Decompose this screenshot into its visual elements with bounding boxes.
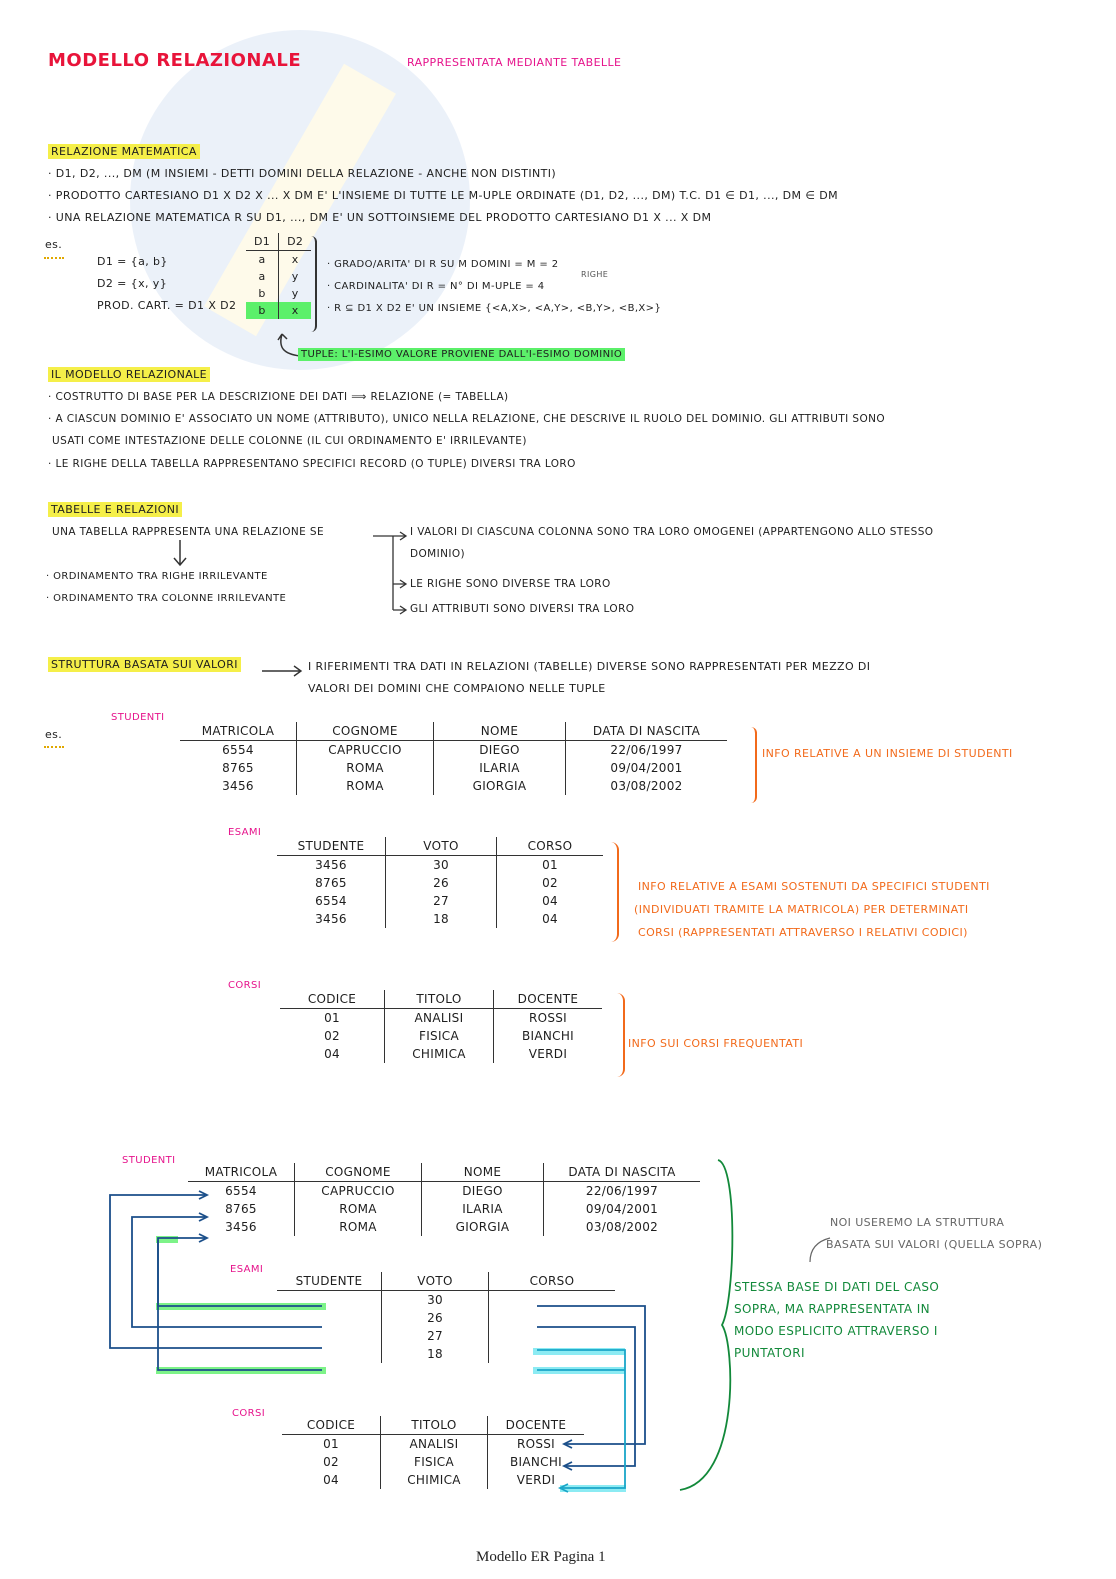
tabelle-intro: UNA TABELLA RAPPRESENTA UNA RELAZIONE SE [52, 526, 325, 538]
highlight-bar [156, 1236, 178, 1243]
text-line: · PRODOTTO CARTESIANO D1 X D2 X ... X DM E' L'INSIEME DI TUTTE LE M-UPLE ORDINATE (D1, D2, ..., DM) T.C. D1 ∈ D1, ..., DM ∈ DM [48, 189, 838, 202]
column-header: VOTO [382, 1272, 489, 1291]
tuple-note: TUPLE: L'I-ESIMO VALORE PROVIENE DALL'I-ESIMO DOMINIO [298, 349, 625, 360]
page-title: MODELLO RELAZIONALE [48, 50, 302, 71]
column-header: CODICE [282, 1416, 381, 1435]
column-header: NOME [434, 722, 566, 741]
table-row: 18 [277, 1345, 615, 1363]
column-header: STUDENTE [277, 837, 386, 856]
column-header: TITOLO [385, 990, 494, 1009]
section-heading-tabelle-relazioni: TABELLE E RELAZIONI [48, 503, 182, 516]
text-line: · LE RIGHE DELLA TABELLA RAPPRESENTANO SPECIFICI RECORD (O TUPLE) DIVERSI TRA LORO [48, 458, 576, 470]
text-line: · UNA RELAZIONE MATEMATICA R SU D1, ..., DM E' UN SOTTOINSIEME DEL PRODOTTO CARTESIANO D1 X ... X DM [48, 211, 712, 224]
table-row: a x [246, 251, 311, 269]
column-header: DATA DI NASCITA [566, 722, 728, 741]
column-header: D2 [279, 233, 312, 251]
text-line: · COSTRUTTO DI BASE PER LA DESCRIZIONE DEI DATI ⟹ RELAZIONE (= TABELLA) [48, 391, 509, 403]
condition-text: DOMINIO) [410, 548, 466, 560]
column-header: TITOLO [381, 1416, 488, 1435]
column-header: MATRICOLA [180, 722, 297, 741]
column-header: DOCENTE [494, 990, 603, 1009]
condition-text: I VALORI DI CIASCUNA COLONNA SONO TRA LORO OMOGENEI (APPARTENGONO ALLO STESSO [410, 526, 934, 538]
brace [680, 1160, 732, 1490]
studenti-note: INFO RELATIVE A UN INSIEME DI STUDENTI [762, 747, 1013, 760]
table-row: 02 FISICA BIANCHI [282, 1453, 584, 1471]
green-note: MODO ESPLICITO ATTRAVERSO I [734, 1324, 938, 1338]
text-line: USATI COME INTESTAZIONE DELLE COLONNE (IL CUI ORDINAMENTO E' IRRILEVANTE) [52, 435, 527, 447]
section-heading-struttura-valori: STRUTTURA BASATA SUI VALORI [48, 658, 241, 671]
column-header: CORSO [489, 1272, 616, 1291]
column-header: STUDENTE [277, 1272, 382, 1291]
note-righe: RIGHE [581, 270, 609, 279]
column-header: DOCENTE [488, 1416, 585, 1435]
highlight-bar [533, 1348, 625, 1355]
table-row: 6554 CAPRUCCIO DIEGO 22/06/1997 [188, 1182, 700, 1201]
section-heading-relazione-matematica: RELAZIONE MATEMATICA [48, 145, 200, 158]
table-row: 3456 ROMA GIORGIA 03/08/2002 [188, 1218, 700, 1236]
gray-note: BASATA SUI VALORI (QUELLA SOPRA) [826, 1238, 1043, 1251]
esami-note: INFO RELATIVE A ESAMI SOSTENUTI DA SPECIFICI STUDENTI [638, 880, 990, 893]
green-note: SOPRA, MA RAPPRESENTATA IN [734, 1302, 931, 1316]
table-label-esami: ESAMI [230, 1264, 264, 1275]
note-grado: · GRADO/ARITA' DI R SU M DOMINI = M = 2 [327, 259, 559, 270]
column-header: DATA DI NASCITA [544, 1163, 701, 1182]
note-cardinalita: · CARDINALITA' DI R = N° DI M-UPLE = 4 [327, 281, 545, 292]
text-line: · D1, D2, ..., DM (M INSIEMI - DETTI DOMINI DELLA RELAZIONE - ANCHE NON DISTINTI) [48, 167, 557, 180]
note-sottoinsieme: · R ⊆ D1 X D2 E' UN INSIEME {<A,X>, <A,Y>, <B,Y>, <B,X>} [327, 303, 662, 314]
table-label-corsi: CORSI [228, 980, 262, 991]
column-header: CORSO [497, 837, 604, 856]
section-heading-modello-relazionale: IL MODELLO RELAZIONALE [48, 368, 210, 381]
struttura-desc: VALORI DEI DOMINI CHE COMPAIONO NELLE TUPLE [308, 682, 606, 695]
table-row: 3456 30 01 [277, 856, 603, 875]
domain-def: PROD. CART. = D1 X D2 [97, 299, 237, 312]
table-label-esami: ESAMI [228, 827, 262, 838]
table-row: 04 CHIMICA VERDI [282, 1471, 584, 1489]
text-line: · A CIASCUN DOMINIO E' ASSOCIATO UN NOME (ATTRIBUTO), UNICO NELLA RELAZIONE, CHE DESCRIVE IL RUOLO DEL DOMINIO. GLI ATTRIBUTI SONO [48, 413, 886, 425]
struttura-desc: I RIFERIMENTI TRA DATI IN RELAZIONI (TABELLE) DIVERSE SONO RAPPRESENTATI PER MEZZO DI [308, 660, 871, 673]
esami-note: CORSI (RAPPRESENTATI ATTRAVERSO I RELATIVI CODICI) [638, 926, 968, 939]
gray-note: NOI USEREMO LA STRUTTURA [830, 1216, 1005, 1229]
column-header: D1 [246, 233, 279, 251]
table-row: a y [246, 268, 311, 285]
table-row: 8765 ROMA ILARIA 09/04/2001 [180, 759, 727, 777]
domain-def: D2 = {x, y} [97, 277, 168, 290]
table-row-highlighted: b x [246, 302, 311, 319]
table-row: 27 [277, 1327, 615, 1345]
table-label-studenti: STUDENTI [111, 712, 165, 723]
table-row: 26 [277, 1309, 615, 1327]
table-row: 02 FISICA BIANCHI [280, 1027, 602, 1045]
left-note: · ORDINAMENTO TRA RIGHE IRRILEVANTE [46, 571, 268, 582]
example-label: es. [45, 728, 63, 741]
green-note: STESSA BASE DI DATI DEL CASO [734, 1280, 940, 1294]
page-subtitle: RAPPRESENTATA MEDIANTE TABELLE [407, 56, 622, 69]
table-row: 3456 ROMA GIORGIA 03/08/2002 [180, 777, 727, 795]
page-footer: Modello ER Pagina 1 [476, 1549, 606, 1565]
corsi-note: INFO SUI CORSI FREQUENTATI [628, 1037, 804, 1050]
esami-note: (INDIVIDUATI TRAMITE LA MATRICOLA) PER DETERMINATI [634, 903, 969, 916]
example-label: es. [45, 238, 63, 251]
table-row: 04 CHIMICA VERDI [280, 1045, 602, 1063]
column-header: COGNOME [295, 1163, 422, 1182]
table-label-studenti: STUDENTI [122, 1155, 176, 1166]
condition-text: GLI ATTRIBUTI SONO DIVERSI TRA LORO [410, 603, 635, 615]
table-row: 01 ANALISI ROSSI [280, 1009, 602, 1028]
column-header: COGNOME [297, 722, 434, 741]
column-header: MATRICOLA [188, 1163, 295, 1182]
table-label-corsi: CORSI [232, 1408, 266, 1419]
column-header: VOTO [386, 837, 497, 856]
table-row: 6554 CAPRUCCIO DIEGO 22/06/1997 [180, 741, 727, 760]
column-header: NOME [422, 1163, 544, 1182]
table-row: 01 ANALISI ROSSI [282, 1435, 584, 1454]
table-row: b y [246, 285, 311, 302]
condition-text: LE RIGHE SONO DIVERSE TRA LORO [410, 578, 611, 590]
table-row: 6554 27 04 [277, 892, 603, 910]
table-row: 8765 26 02 [277, 874, 603, 892]
table-row: 30 [277, 1291, 615, 1310]
table-row: 3456 18 04 [277, 910, 603, 928]
domain-def: D1 = {a, b} [97, 255, 168, 268]
green-note: PUNTATORI [734, 1346, 805, 1360]
column-header: CODICE [280, 990, 385, 1009]
left-note: · ORDINAMENTO TRA COLONNE IRRILEVANTE [46, 593, 287, 604]
table-row: 8765 ROMA ILARIA 09/04/2001 [188, 1200, 700, 1218]
